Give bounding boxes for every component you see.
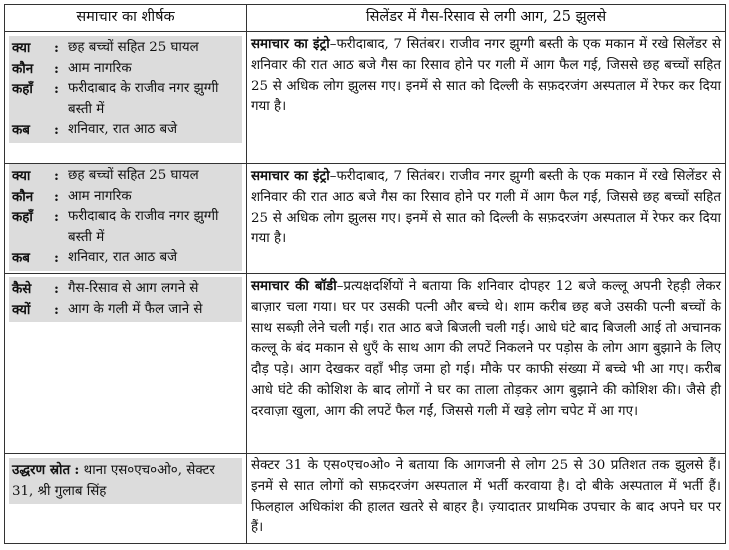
kv-when: कब : शनिवार, रात आठ बजे (12, 250, 178, 266)
five-w-shaded-box (9, 36, 242, 143)
source-shaded-box (9, 458, 242, 504)
five-w-cell (5, 32, 247, 164)
kv-what: क्या : छह बच्चों सहित 25 घायल (12, 40, 199, 56)
intro-cell (247, 32, 726, 164)
intro-text: –फरीदाबाद, 7 सितंबर। राजीव नगर झुग्गी बस्ती के एक मकान में रखे सिलेंडर से शनिवार की रात आठ बजे गैस का रिसाव होने पर गली में आग फैल गई, जिससे छह बच्चों सहित 25 से अधिक लोग झुलस गए। इनमें से सात को दिल्ली के सफ़दरजंग अस्पताल में रेफर कर दिया गया है। (251, 37, 722, 115)
source-label: उद्धरण स्रोत (12, 462, 71, 478)
header-col-headline-value: सिलेंडर में गैस-रिसाव से लगी आग, 25 झुलसे (247, 5, 726, 32)
five-w-cell (5, 164, 247, 274)
kv-how: कैसे : गैस-रिसाव से आग लगने से (12, 281, 199, 297)
intro-label: समाचार का इंट्रो (251, 168, 330, 184)
body-cell (247, 274, 726, 454)
kv-who: कौन : आम नागरिक (12, 60, 132, 77)
source-text: थाना एस०एच०ओ०, सेक्टर 31, श्री गुलाब सिंह (12, 463, 215, 499)
how-why-cell (5, 274, 247, 454)
kv-where: कहाँ : फरीदाबाद के राजीव नगर झुग्गी बस्ती में (12, 81, 219, 117)
body-text: –प्रत्यक्षदर्शियों ने बताया कि शनिवार दोपहर 12 बजे कल्लू अपनी रेहड़ी लेकर बाज़ार चला गया। घर पर उसकी पत्नी और बच्चे थे। शाम करीब छह बजे उसकी पत्नी बच्चों के साथ सब्ज़ी लेने चली गई। रात आठ बजे बिजली चली गई। आधे घंटे बाद बिजली आई तो अचानक कल्लू के बंद मकान से धुएँ के साथ आग की लपटें निकलने पर पड़ोस के लोग आग बुझाने के लिए दौड़ पड़े। आग देखकर वहाँ भीड़ जमा हो गई। मौके पर काफी संख्या में बच्चे भी आ गए। करीब आधे घंटे की कोशिश के बाद लोगों ने घर का ताला तोड़कर आग बुझाने की कोशिश की। जैसे ही दरवाज़ा खुला, आग की लपटें फैल गईं, जिससे गली में खड़े लोग चपेट में आ गए। (251, 279, 721, 419)
intro-text: –फरीदाबाद, 7 सितंबर। राजीव नगर झुग्गी बस्ती के एक मकान में रखे सिलेंडर से शनिवार की रात आठ बजे गैस का रिसाव होने पर गली में आग फैल गई, जिससे छह बच्चों सहित 25 से अधिक लोग झुलस गए। इनमें से सात को दिल्ली के सफ़दरजंग अस्पताल में रेफर कर दिया गया है। (251, 169, 722, 247)
kv-when: कब : शनिवार, रात आठ बजे (12, 122, 178, 138)
header-row (5, 5, 726, 32)
table-row-intro-2 (5, 164, 726, 274)
five-w-shaded-box (9, 164, 242, 271)
how-why-shaded-box (9, 277, 242, 322)
kv-where: कहाँ : फरीदाबाद के राजीव नगर झुग्गी बस्ती में (12, 209, 219, 245)
kv-what: क्या : छह बच्चों सहित 25 घायल (12, 168, 199, 184)
intro-label: समाचार का इंट्रो (251, 36, 330, 52)
source-cell (5, 454, 247, 544)
quote-cell (247, 454, 726, 544)
intro-cell (247, 164, 726, 274)
quote-text: सेक्टर 31 के एस०एच०ओ० ने बताया कि आगजनी से लोग 25 से 30 प्रतिशत तक झुलसे हैं। इनमें से सात लोगों को सफ़दरजंग अस्पताल में भर्ती करवाया है। दो बीके अस्पताल में भर्ती हैं। फिलहाल अधिकांश की हालत खतरे से बाहर है। ज़्यादातर प्राथमिक उपचार के बाद अपने घर पर हैं। (251, 458, 721, 536)
source-sep: : (74, 462, 80, 478)
table-row-source (5, 454, 726, 544)
news-structure-table (4, 4, 726, 544)
kv-who: कौन : आम नागरिक (12, 188, 132, 205)
table-row-intro-1 (5, 32, 726, 164)
kv-why: क्यों : आग के गली में फैल जाने से (12, 301, 203, 318)
body-label: समाचार की बॉडी (251, 278, 337, 294)
header-col-headline-label: समाचार का शीर्षक (5, 5, 247, 32)
table-row-body (5, 274, 726, 454)
